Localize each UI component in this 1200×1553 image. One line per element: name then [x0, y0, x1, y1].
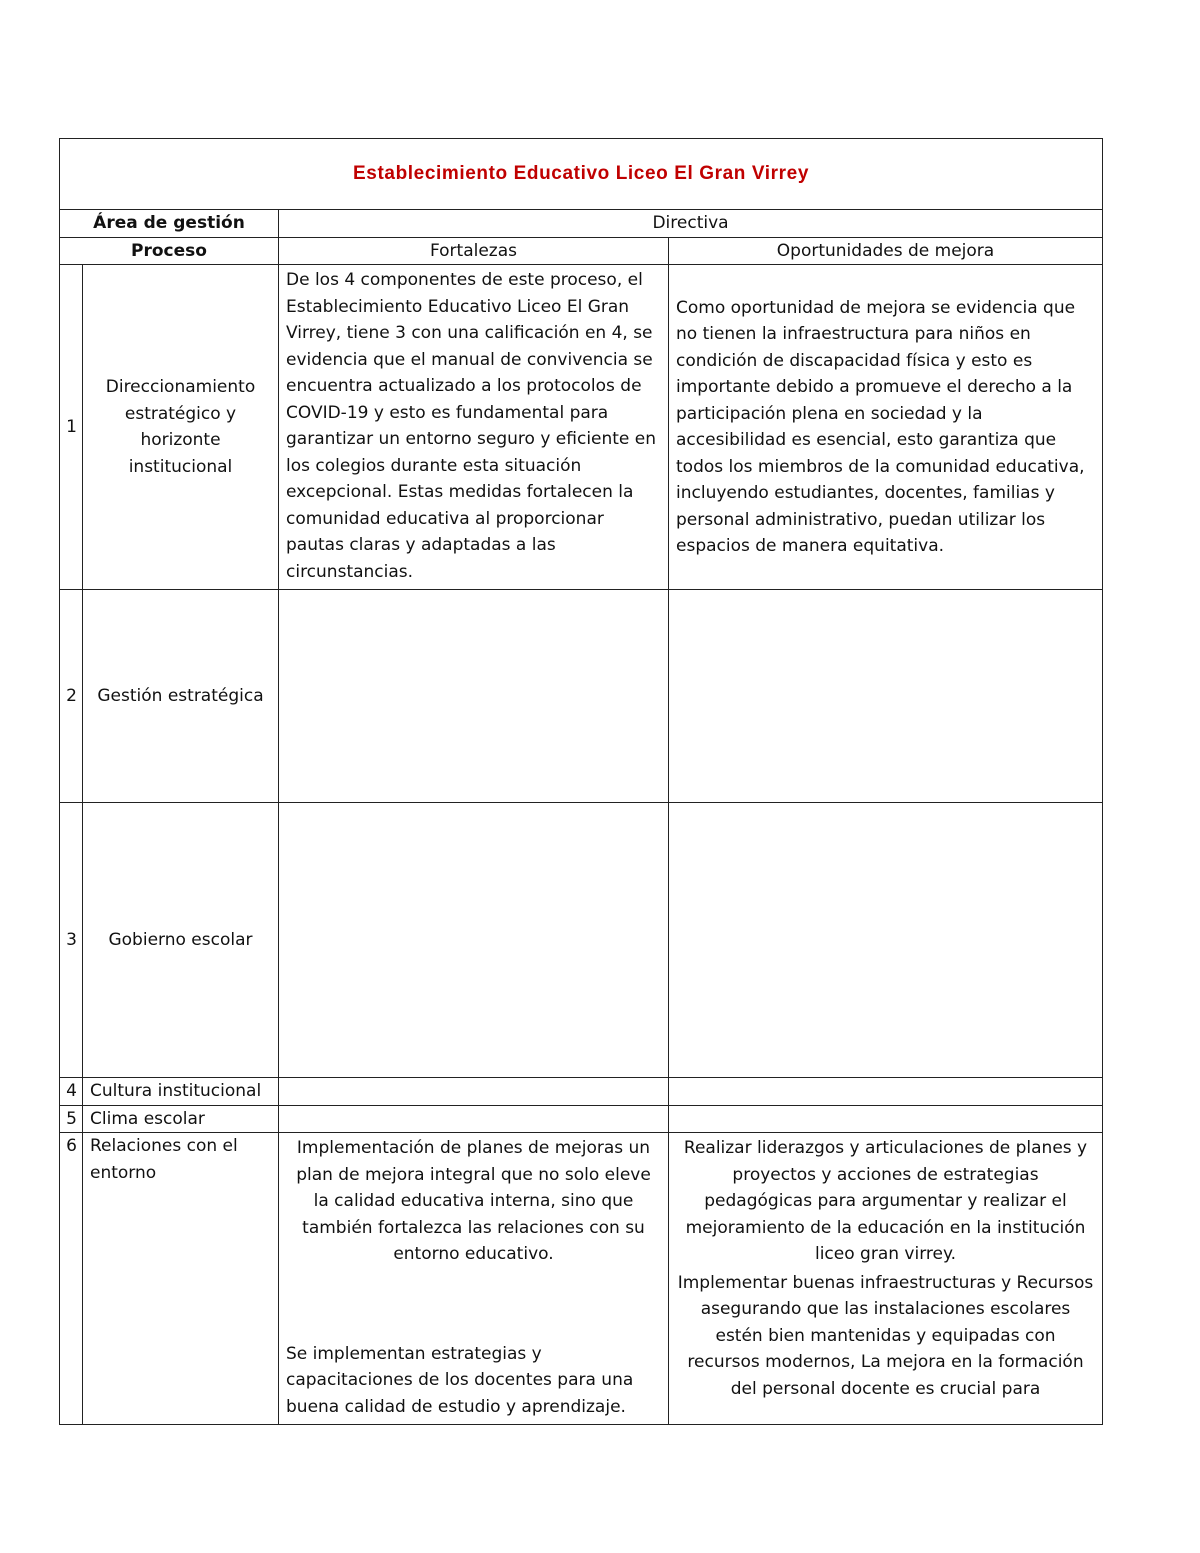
- strengths-cell: [279, 1105, 669, 1133]
- strengths-cell: [279, 590, 669, 803]
- process-cell: Gestión estratégica: [83, 590, 279, 803]
- paragraph-spacer: [279, 1270, 668, 1341]
- table-row: [60, 1105, 1103, 1133]
- row-number: 2: [60, 590, 83, 803]
- row-number: 5: [60, 1105, 83, 1133]
- area-value: Directiva: [279, 210, 1103, 238]
- strengths-cell: [279, 803, 669, 1078]
- strengths-paragraph: Implementación de planes de mejoras un plan de mejora integral que no solo eleve la calidad educativa interna, sino que también fortalezca las relaciones con su entorno educativo.: [296, 1138, 651, 1264]
- opportunities-cell: [669, 1078, 1103, 1106]
- strengths-cell: [279, 1078, 669, 1106]
- document-title: Establecimiento Educativo Liceo El Gran Virrey: [60, 139, 1103, 210]
- table-row: [60, 265, 1103, 590]
- process-cell: Cultura institucional: [83, 1078, 279, 1106]
- area-label: Área de gestión: [60, 210, 279, 238]
- strengths-cell: [279, 1133, 669, 1425]
- strengths-header: Fortalezas: [279, 237, 669, 265]
- process-cell: Clima escolar: [83, 1105, 279, 1133]
- opportunities-header: Oportunidades de mejora: [669, 237, 1103, 265]
- row-number: 6: [60, 1133, 83, 1425]
- process-cell: Relaciones con el entorno: [83, 1133, 279, 1425]
- management-table: [59, 138, 1103, 1425]
- table-row: [60, 803, 1103, 1078]
- opportunities-cell: [669, 590, 1103, 803]
- process-cell: Gobierno escolar: [83, 803, 279, 1078]
- process-cell: Direccionamiento estratégico y horizonte institucional: [83, 265, 279, 590]
- strengths-paragraph: Se implementan estrategias y capacitaciones de los docentes para una buena calidad de estudio y aprendizaje.: [286, 1343, 634, 1417]
- area-row: [60, 210, 1103, 238]
- opportunities-cell: [669, 1133, 1103, 1425]
- opportunities-cell: [669, 1105, 1103, 1133]
- row-number: 4: [60, 1078, 83, 1106]
- process-header: Proceso: [60, 237, 279, 265]
- table-row: [60, 590, 1103, 803]
- table-row: [60, 1133, 1103, 1425]
- opportunities-paragraph: Realizar liderazgos y articulaciones de planes y proyectos y acciones de estrategias pedagógicas para argumentar y realizar el mejoramiento de la educación en la institución liceo gran virrey.: [683, 1138, 1088, 1264]
- column-header-row: [60, 237, 1103, 265]
- strengths-cell: De los 4 componentes de este proceso, el Establecimiento Educativo Liceo El Gran Virrey, tiene 3 con una calificación en 4, se evidencia que el manual de convivencia se encuentra actualizado a los protocolos de COVID-19 y esto es fundamental para garantizar un entorno seguro y eficiente en los colegios durante esta situación excepcional. Estas medidas fortalecen la comunidad educativa al proporcionar pautas claras y adaptadas a las circunstancias.: [279, 265, 669, 590]
- opportunities-cell: [669, 803, 1103, 1078]
- title-row: [60, 139, 1103, 210]
- row-number: 3: [60, 803, 83, 1078]
- opportunities-cell: Como oportunidad de mejora se evidencia que no tienen la infraestructura para niños en condición de discapacidad física y esto es importante debido a promueve el derecho a la participación plena en sociedad y la accesibilidad es esencial, esto garantiza que todos los miembros de la comunidad educativa, incluyendo estudiantes, docentes, familias y personal administrativo, puedan utilizar los espacios de manera equitativa.: [669, 265, 1103, 590]
- opportunities-paragraph: Implementar buenas infraestructuras y Recursos asegurando que las instalaciones escolares estén bien mantenidas y equipadas con recursos modernos, La mejora en la formación del personal docente es crucial para: [677, 1272, 1094, 1399]
- row-number: 1: [60, 265, 83, 590]
- table-row: [60, 1078, 1103, 1106]
